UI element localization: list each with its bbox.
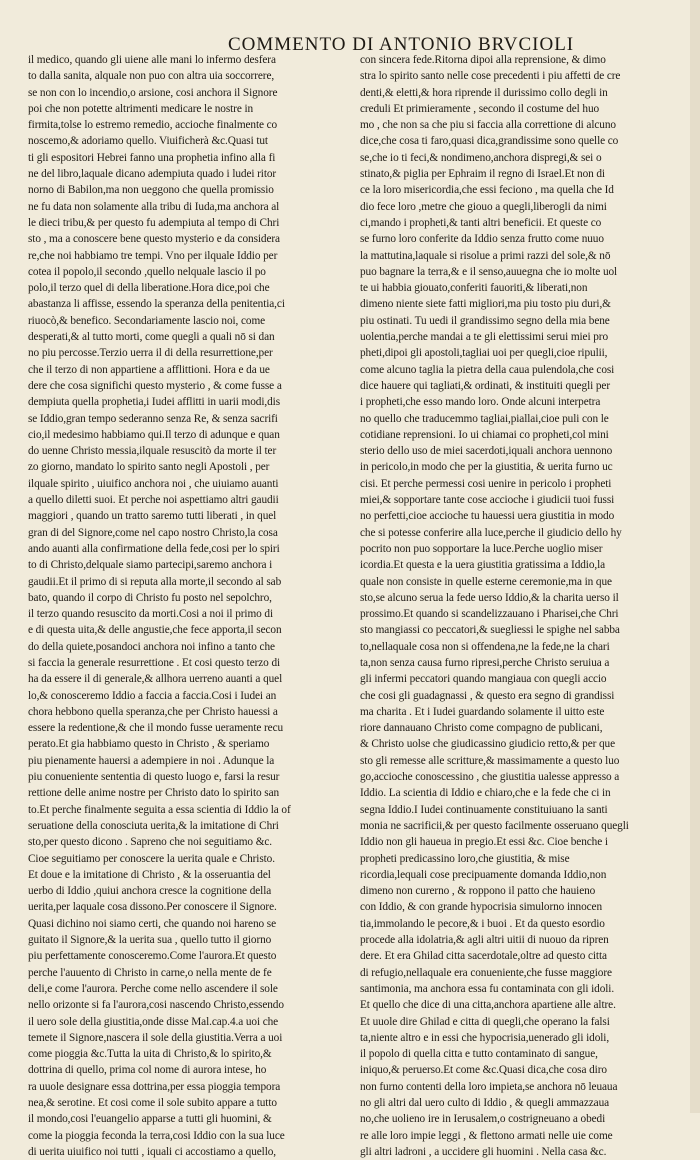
text-line: dice hauere qui tagliati,& ordinati, & instituiti quegli per <box>360 379 611 392</box>
text-line: Et doue e la imitatione di Christo , & la osseruantia del <box>28 868 271 881</box>
text-line: nea,& serotine. Et cosi come il sole subito appare a tutto <box>28 1097 277 1109</box>
text-line: dimeno niente siete fatti migliori,ma piu tosto piu duri,& <box>360 298 611 311</box>
text-line: di uerita uiuifico noi tutti , iquali ci accostiamo a quello, <box>28 1145 277 1158</box>
text-line: to.Et perche finalmente seguita a essa scientia di Iddio la of <box>28 803 291 816</box>
text-line: do della quiete,posandoci anchora noi infino a tanto che <box>28 640 275 653</box>
text-line: sto , ma a conoscere bene questo mysterio e da considera <box>28 233 280 246</box>
text-line: polo,il terzo quel di della liberatione.Hora dice,poi che <box>28 282 270 295</box>
text-line: se furno loro conferite da Iddio senza frutto come nuuo <box>360 233 604 246</box>
text-line: i propheti,che esso mando loro. Onde alcuni interpetra <box>360 396 601 409</box>
text-line: ricordia,lequali cose precipuamente domanda Iddio,non <box>360 868 607 881</box>
text-line: nello orizonte si fa l'aurora,cosi nascendo Christo,essendo <box>28 999 284 1012</box>
text-line: dere. Et era Ghilad citta sacerdotale,oltre ad questo citta <box>360 950 607 963</box>
text-line: creduli Et primieramente , secondo il costume del huo <box>360 102 600 115</box>
text-line: stra lo spirito santo nelle cose precedenti i piu affetti de cre <box>360 70 621 83</box>
text-line: quale non consiste in quelle esterne ceremonie,ma in que <box>360 575 612 588</box>
text-line: puo bagnare la terra,& e il senso,auuegna che io molte uol <box>360 265 618 278</box>
text-line: che il terzo di non appartiene a afflittioni. Hora e da ue <box>28 363 270 376</box>
text-line: re,che noi habbiamo tre tempi. Vno per ilquale Iddio per <box>28 249 278 262</box>
text-line: se Iddio,gran tempo sederanno senza Re, & senza sacrifi <box>28 412 278 425</box>
text-line: il popolo di quella citta e tutto contaminato di sangue, <box>360 1048 598 1061</box>
text-line: lo,& conosceremo Iddio a faccia a faccia.Cosi i Iudei an <box>28 689 277 702</box>
text-line: ti gli espositori Hebrei fanno una prophetia infino alla fi <box>28 151 276 164</box>
text-line: bato, quando il corpo di Christo fu posto nel sepolchro, <box>28 591 272 604</box>
text-line: Quasi dichino noi siamo certi, che quando noi hareno se <box>28 917 276 930</box>
text-line: ta,non senza causa furno ripresi,perche Christo seruiua a <box>360 656 610 669</box>
text-line: il uero sole della giustitia,onde disse Mal.cap.4.a uoi che <box>28 1015 279 1028</box>
text-line: ne fu data non solamente alla tribu di Iuda,ma anchora al <box>28 200 280 213</box>
text-line: dio fece loro ,metre che giouo a quegli,liberogli da nimi <box>360 200 607 213</box>
text-line: sto,se alcuno serua la fede uerso Iddio,& la charita uerso il <box>360 591 619 604</box>
text-line: se,che io ti feci,& nondimeno,anchora dispregi,& sei o <box>360 151 602 164</box>
text-line: segna Iddio.I Iudei continuamente constituiuano la santi <box>360 803 608 816</box>
text-line: chora hebbono quella speranza,che per Christo hauessi a <box>28 705 278 718</box>
text-line: si faccia la generale resurrettione . Et cosi questo terzo di <box>28 656 281 669</box>
text-line: denti,& eletti,& hora riprende il durissimo collo degli in <box>360 86 608 99</box>
text-line: to,nellaquale cosa non si offendena,ne la fede,ne la chari <box>360 640 610 653</box>
text-line: gli altri ladroni , a uccidere gli huomini . Nella casa &c. <box>360 1145 607 1158</box>
text-line: abastanza li affisse, essendo la speranza della penitentia,ci <box>28 298 285 311</box>
text-line: ne del libro,laquale dicano adempiuta quado i ludei ritor <box>28 168 277 181</box>
text-line: cotidiane reprensioni. Io ui chiamai co propheti,col mini <box>360 428 609 441</box>
text-line: sto mangiassi co peccatori,& suegliessi le spighe nel sabba <box>360 624 620 637</box>
text-line: sterio dello uso de miei sacerdoti,iquali anchora uennono <box>360 445 613 458</box>
text-line: piu conueniente sententia di questo luogo e, farsi la resur <box>28 771 280 784</box>
text-line: stinato,& piglia per Ephraim il regno di Israel.Et non di <box>360 168 605 181</box>
running-head: COMMENTO DI ANTONIO BRVCIOLI <box>228 34 575 55</box>
text-line: gran di del Signore,come nel capo nostro Christo,la cosa <box>28 526 278 539</box>
text-line: Cioe seguitiamo per conoscere la uerita quale e Christo. <box>28 852 275 865</box>
text-line: ando auanti alla confirmatione della fede,cosi per lo spiri <box>28 542 280 555</box>
text-line: cotea il popolo,il secondo ,quello nelquale lascio il po <box>28 265 266 278</box>
text-line: riore dannauano Christo come compagno de publicani, <box>360 722 603 735</box>
text-line: in pericolo,in modo che per la giustitia, & uerita furno uc <box>360 461 613 474</box>
text-line: deli,e come l'aurora. Perche come nello ascendere il sole <box>28 982 278 995</box>
text-line: tia,immolando le pecore,& i buoi . Et da questo esordio <box>360 917 605 930</box>
text-line: dottrina di quello, prima col nome di aurora intese, ho <box>28 1064 267 1077</box>
text-line: gli infermi peccatori quando mangiaua con quegli accio <box>360 673 607 686</box>
text-line: che cosi gli guadagnassi , & questo era segno di grandissi <box>360 689 615 702</box>
text-line: piu pienamente hauersi a adempiere in noi . Adunque la <box>28 754 275 767</box>
text-line: zo giorno, mandato lo spirito santo negli Apostoli , per <box>28 461 270 474</box>
text-line: cisi. Et perche permessi cosi uenire in pericolo i propheti <box>360 477 612 490</box>
text-line: maggiori , quando un tratto saremo tutti liberati , in quel <box>28 510 277 523</box>
text-line: ra uuole designare essa dottrina,per essa pioggia tempora <box>28 1080 281 1093</box>
text-line: firmita,tolse lo estremo remedio, accioche finalmente co <box>28 119 278 132</box>
text-line: iniquo,& peruerso.Et come &c.Quasi dica,che cosa diro <box>360 1064 607 1077</box>
text-line: seruatione della conosciuta uerita,& la imitatione di Chri <box>28 819 279 832</box>
text-line: Et uuole dire Ghilad e citta di quegli,che operano la falsi <box>360 1015 610 1028</box>
text-line: con Iddio, & con grande hypocrisia simulorno innocen <box>360 901 603 914</box>
text-line: il mondo,cosi l'euangelio apparse a tutti gli huomini, & <box>28 1113 272 1126</box>
text-line: con sincera fede.Ritorna dipoi alla reprensione, & dimo <box>360 54 606 66</box>
text-line: go,accioche conoscessino , che giustitia ualesse appresso a <box>360 771 620 784</box>
text-line: e di questa uita,& delle angustie,che fece apporta,il secon <box>28 624 282 637</box>
text-line: pheti,dipoi gli apostoli,tagliai uoi per quegli,cioe ripulii, <box>360 347 608 360</box>
text-line: ma charita . Et i Iudei guardando solamente il uitto este <box>360 705 605 718</box>
left-text-column <box>28 52 364 1158</box>
text-line: se non con lo incendio,o arsione, cosi anchora il Signore <box>28 86 278 99</box>
text-line: le dieci tribu,& per questo fu adempiuta al tempo di Chri <box>28 216 280 229</box>
text-line: non furno contenti della loro impieta,se anchora nō leuaua <box>360 1080 618 1093</box>
text-line: do uenne Christo messia,ilquale resuscitò da morte il ter <box>28 445 277 458</box>
text-line: propheti predicassino loro,che giustitia, & mise <box>360 852 570 865</box>
text-line: Iddio. La scientia di Iddio e chiaro,che e la fede che ci in <box>360 787 611 800</box>
text-line: riuocò,& benefico. Secondariamente lascio noi, come <box>28 314 266 327</box>
text-line: monia ne sacrificii,& per questo facilmente osseruano quegli <box>360 819 629 832</box>
text-line: re alle loro impie leggi , & flettono armati nelle uie come <box>360 1129 613 1142</box>
text-line: a quello diletti suoi. Et perche noi aspettiamo altri gaudii <box>28 494 279 507</box>
text-line: dempiuta quella prophetia,i Iudei afflitti in uarii modi,dis <box>28 396 280 409</box>
text-line: ce la loro misericordia,che essi feciono , ma quella che Id <box>360 184 614 197</box>
text-line: la mattutina,laquale si risolue a primi razzi del sole,& nō <box>360 249 611 262</box>
text-line: dere che cosa significhi questo mysterio , & come fusse a <box>28 379 282 392</box>
text-line: essere la redentione,& che il mondo fusse ueramente recu <box>28 722 284 735</box>
text-line: noscemo,& adoriamo quello. Viuificherà &c.Quasi tut <box>28 135 268 148</box>
text-line: poi che non potette altrimenti medicare le nostre in <box>28 102 254 115</box>
text-line: come la pioggia feconda la terra,cosi Iddio con la sua luce <box>28 1129 285 1142</box>
text-line: & Christo uolse che giudicassino giudicio retto,& per que <box>360 738 616 751</box>
text-line: temete il Signore,nascera il sole della giustitia.Verra a uoi <box>28 1031 283 1044</box>
text-line: prossimo.Et quando si scandelizzauano i Pharisei,che Chri <box>360 608 619 621</box>
text-line: santimonia, ma anchora essa fu contaminata con gli idoli. <box>360 982 615 995</box>
text-line: pocrito non puo sopportare la luce.Perche uoglio miser <box>360 542 603 555</box>
text-line: ha da essere il di generale,& allhora uerreno auanti a quel <box>28 673 283 686</box>
text-line: piu ostinati. Tu uedi il grandissimo segno della mia bene <box>360 314 610 327</box>
text-line: perche l'auuento di Christo in carne,o nella mente de fe <box>28 966 272 979</box>
text-line: uolentia,perche mandai a te gli elettissimi serui miei pro <box>360 331 608 344</box>
text-line: procede alla idolatria,& agli altri uitii di nuouo da ripren <box>360 934 609 947</box>
page-edge <box>690 0 700 1113</box>
text-line: miei,& sopportare tante cose accioche i giudicii tuoi fussi <box>360 494 615 507</box>
text-line: uerbo di Iddio ,quiui anchora cresce la cognitione della <box>28 885 272 898</box>
text-line: mo , che non sa che piu si faccia alla correttione di alcuno <box>360 119 616 132</box>
text-line: dice,che cosa ti faro,quasi dica,grandissime sono quelle co <box>360 135 619 148</box>
text-line: to dalla sanita, alquale non puo con altra uia soccorrere, <box>28 70 275 83</box>
text-line: piu perfettamente conosceremo.Come l'aurora.Et questo <box>28 950 277 963</box>
text-line: ta,niente altro e in essi che hypocrisia,uenerado gli idoli, <box>360 1031 610 1044</box>
text-line: no,che uolieno ire in Ierusalem,o costrigneuano a obedi <box>360 1113 606 1126</box>
right-text-column <box>360 52 694 1158</box>
text-line: sto gli remesse alle scritture,& massimamente a questo luo <box>360 754 620 767</box>
text-line: dimeno non curerno , & roppono il patto che hauieno <box>360 885 596 898</box>
text-line: sto,per questo dicono . Sapreno che noi seguitiamo &c. <box>28 836 273 849</box>
text-line: no piu percosse.Terzio uerra il di della resurrettione,per <box>28 347 273 360</box>
text-line: no quello che traducemmo tagliai,piallai,cioe puli con le <box>360 412 609 425</box>
text-line: Iddio non gli haueua in pregio.Et essi &c. Cioe benche i <box>360 836 608 849</box>
text-line: norno di Babilon,ma non ueggono che quella promissio <box>28 184 274 197</box>
text-line: ci,mando i propheti,& tanti altri beneficii. Et queste co <box>360 216 602 229</box>
text-line: il terzo quando resuscito da morti.Cosi a noi il primo di <box>28 608 273 621</box>
text-line: icordia.Et questa e la uera giustitia gratissima a Iddio,la <box>360 559 606 572</box>
text-line: Et quello che dice di una citta,anchora apartiene alle altre. <box>360 999 616 1012</box>
text-line: il medico, quando gli uiene alle mani lo infermo desfera <box>28 54 276 66</box>
text-line: che si potesse conferire alla luce,perche il giudicio dello hy <box>360 526 622 539</box>
text-line: te ui habbia giouato,conferiti fauoriti,& liberati,non <box>360 282 588 295</box>
text-line: di refugio,nellaquale era conueniente,che fusse maggiore <box>360 966 612 979</box>
text-line: rettione delle anime nostre per Christo dato lo spirito san <box>28 787 280 800</box>
text-line: gaudii.Et il primo di si reputa alla morte,il secondo al sab <box>28 575 282 588</box>
text-line: uerita,per laquale cosa dissono.Per conoscere il Signore. <box>28 901 277 914</box>
text-line: to di Christo,delquale siamo partecipi,saremo anchora i <box>28 559 273 572</box>
text-line: cio,il medesimo habbiamo qui.Il terzo di adunque e quan <box>28 428 280 441</box>
text-line: ilquale spirito , uiuifico anchora noi , che uiuiamo auanti <box>28 477 279 490</box>
text-line: come pioggia &c.Tutta la uita di Christo,& lo spirito,& <box>28 1048 272 1061</box>
text-line: perato.Et gia habbiamo questo in Christo , & speriamo <box>28 738 270 751</box>
text-line: come alcuno taglia la pietra della caua pulendola,che cosi <box>360 363 615 376</box>
text-line: no perfetti,cioe accioche tu hauessi uera giustitia in modo <box>360 510 615 523</box>
text-line: desperati,& al tutto morti, come quegli a quali nō si dan <box>28 331 275 344</box>
text-line: guitato il Signore,& la uerita sua , quello tutto il giorno <box>28 934 272 947</box>
text-line: no gli altri dal uero culto di Iddio , & quegli ammazzaua <box>360 1097 610 1109</box>
